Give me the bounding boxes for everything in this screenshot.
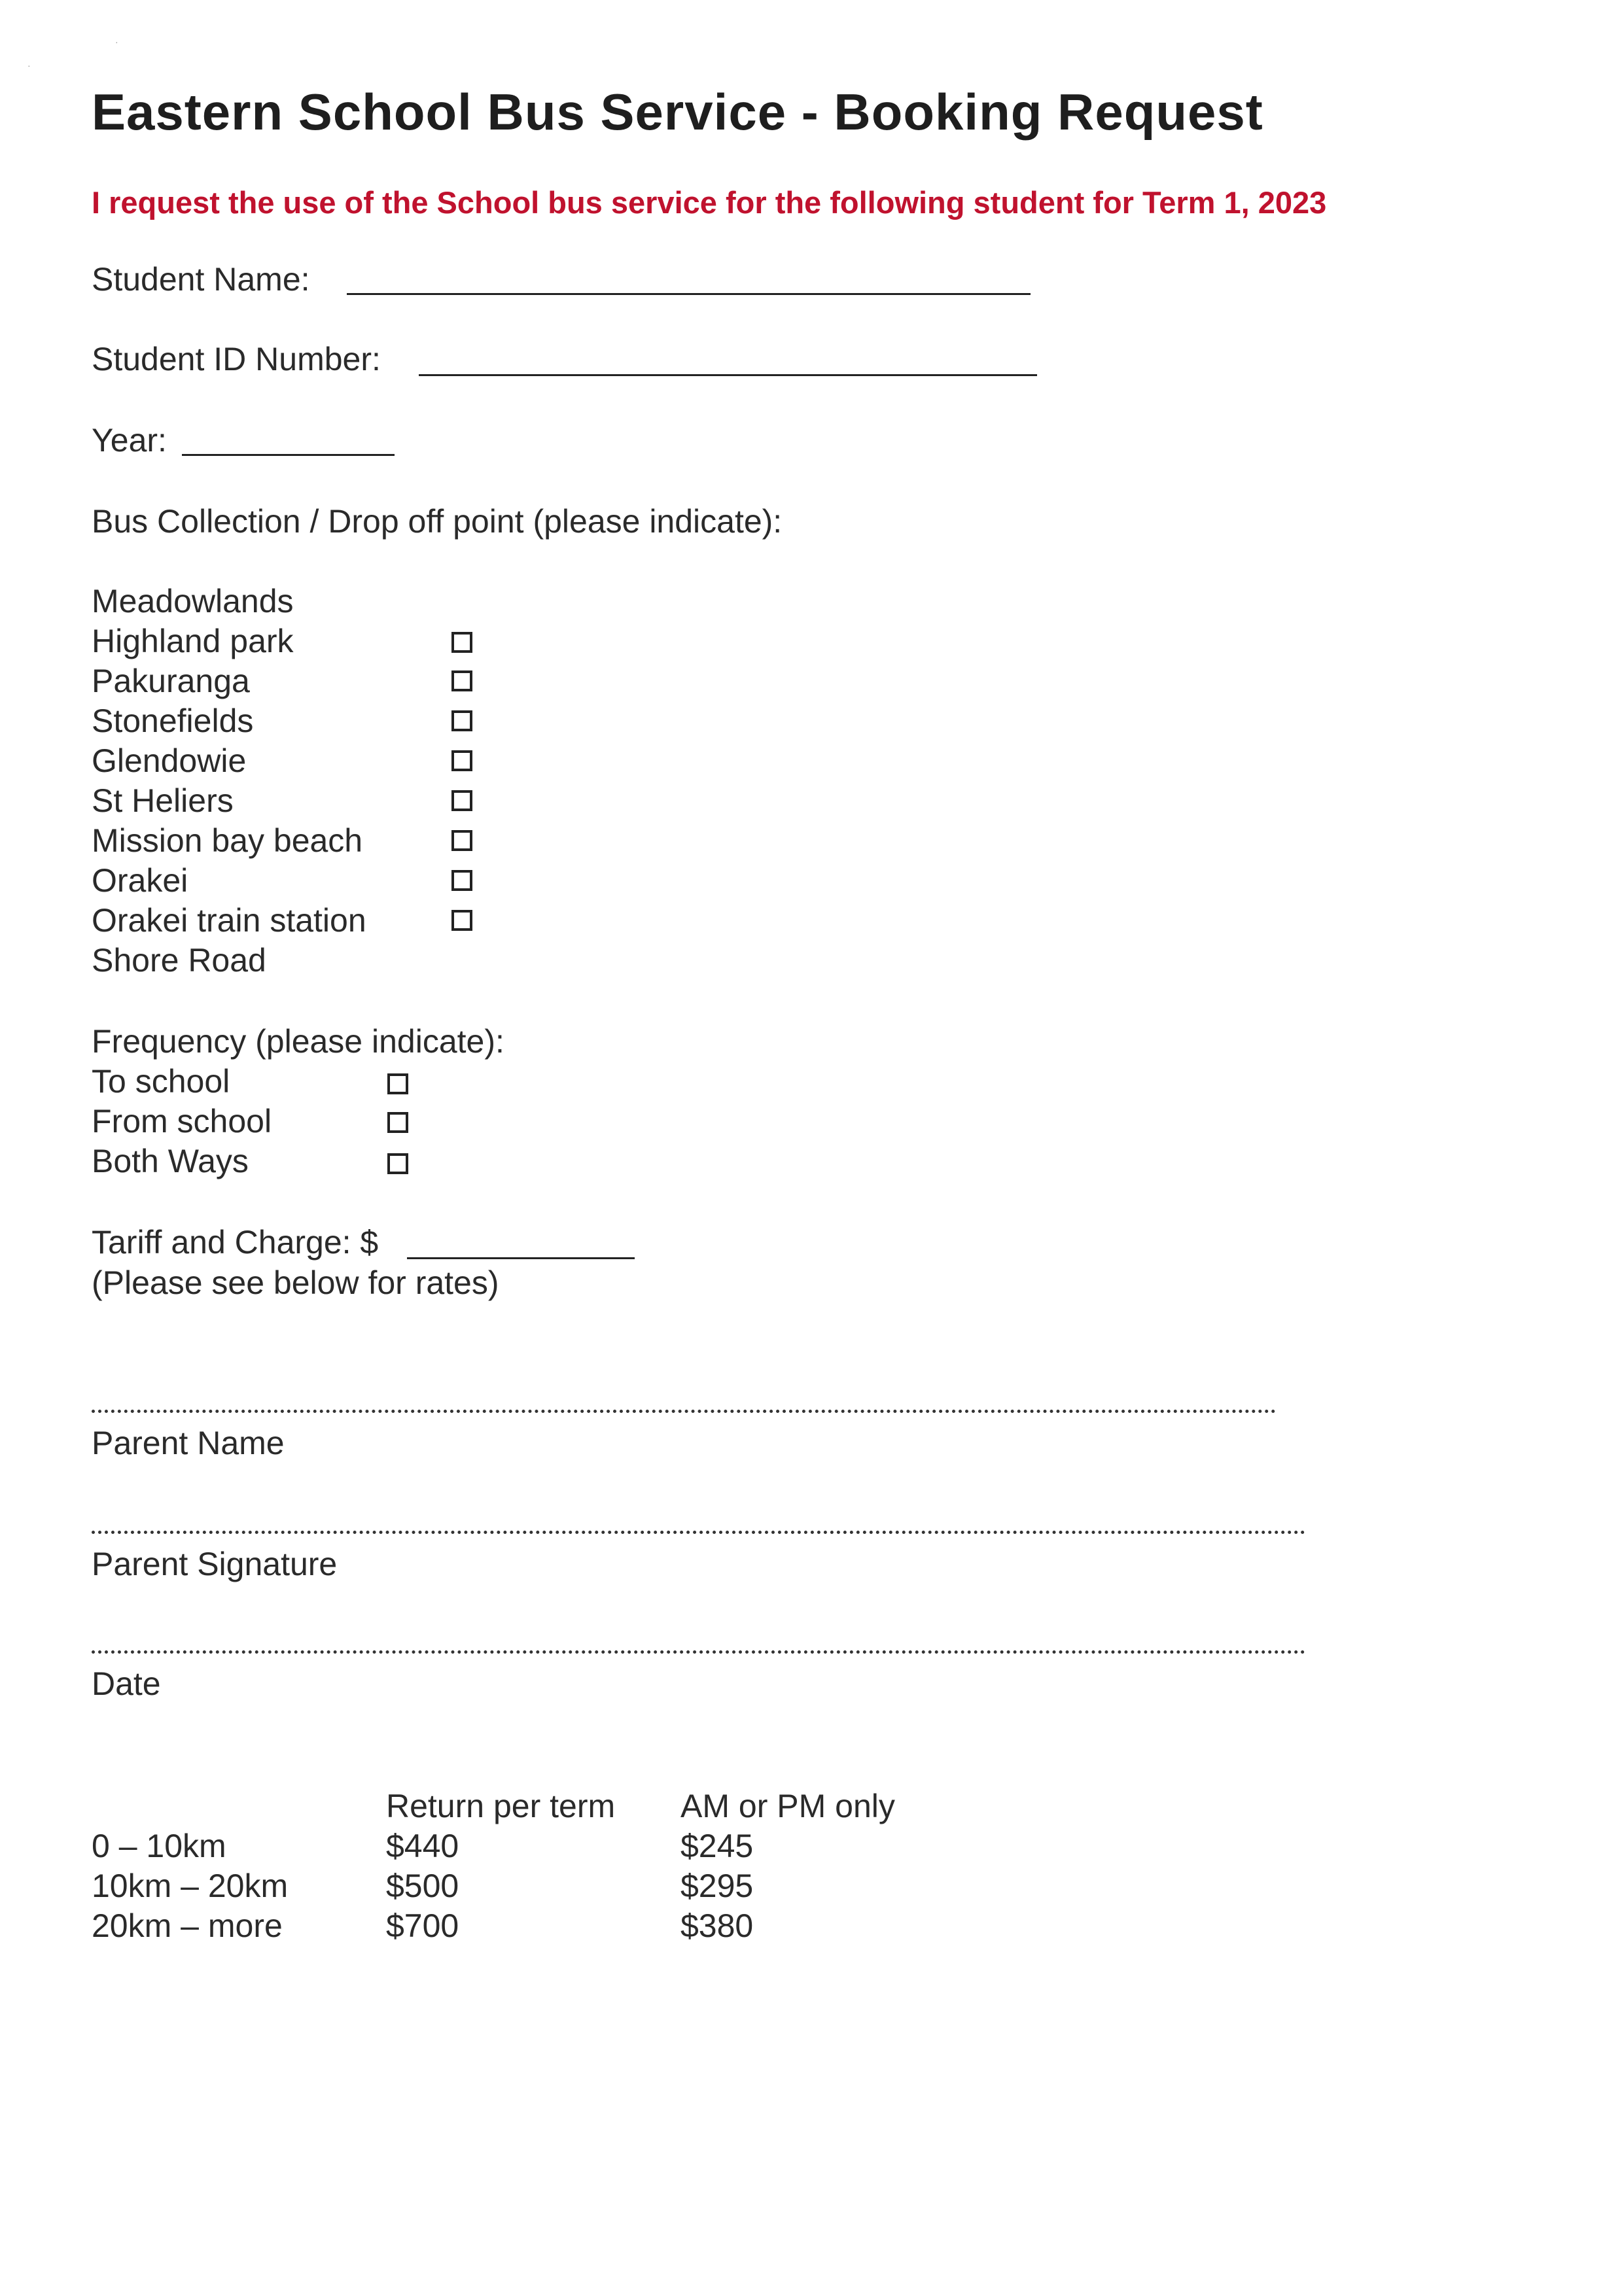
frequency-label-both-ways: Both Ways <box>92 1143 249 1179</box>
frequency-label-from-school: From school <box>92 1103 272 1139</box>
scan-speck: · <box>27 60 31 71</box>
tariff-note: (Please see below for rates) <box>92 1264 499 1301</box>
checkbox-orakei[interactable] <box>451 870 472 891</box>
rates-header-am-pm: AM or PM only <box>680 1788 895 1824</box>
rates-distance: 0 – 10km <box>92 1828 226 1864</box>
location-label-stonefields: Stonefields <box>92 703 254 739</box>
rates-return-price: $500 <box>386 1868 459 1904</box>
rates-single-price: $295 <box>680 1868 754 1904</box>
student-name-label: Student Name: <box>92 261 310 298</box>
parent-signature-label: Parent Signature <box>92 1546 338 1582</box>
collection-point-label: Bus Collection / Drop off point (please indicate): <box>92 503 783 540</box>
checkbox-stonefields[interactable] <box>451 710 472 731</box>
scan-speck: · <box>115 37 118 47</box>
location-label-highland-park: Highland park <box>92 623 294 659</box>
checkbox-pakuranga[interactable] <box>451 670 472 691</box>
checkbox-highland-park[interactable] <box>451 632 472 653</box>
location-label-st-heliers: St Heliers <box>92 782 234 819</box>
rates-return-price: $440 <box>386 1828 459 1864</box>
student-id-label: Student ID Number: <box>92 341 381 377</box>
student-name-field[interactable] <box>347 293 1031 295</box>
checkbox-both-ways[interactable] <box>387 1153 408 1174</box>
location-label-orakei-train-station: Orakei train station <box>92 902 366 939</box>
year-label: Year: <box>92 422 167 459</box>
rates-single-price: $380 <box>680 1907 754 1944</box>
frequency-label: Frequency (please indicate): <box>92 1023 504 1060</box>
date-field[interactable] <box>92 1650 1305 1654</box>
rates-distance: 20km – more <box>92 1907 283 1944</box>
rates-return-price: $700 <box>386 1907 459 1944</box>
location-label-glendowie: Glendowie <box>92 742 247 779</box>
date-label: Date <box>92 1665 161 1702</box>
checkbox-from-school[interactable] <box>387 1112 408 1133</box>
location-label-pakuranga: Pakuranga <box>92 663 250 699</box>
rates-header-return: Return per term <box>386 1788 616 1824</box>
frequency-label-to-school: To school <box>92 1063 230 1100</box>
page-title: Eastern School Bus Service - Booking Request <box>92 83 1263 141</box>
location-label-shore-road: Shore Road <box>92 942 266 979</box>
tariff-field[interactable] <box>407 1257 635 1259</box>
tariff-label: Tariff and Charge: $ <box>92 1224 379 1261</box>
year-field[interactable] <box>182 454 395 456</box>
location-label-meadowlands: Meadowlands <box>92 583 294 619</box>
location-label-mission-bay-beach: Mission bay beach <box>92 822 363 859</box>
checkbox-mission-bay-beach[interactable] <box>451 830 472 851</box>
parent-name-label: Parent Name <box>92 1425 285 1461</box>
checkbox-to-school[interactable] <box>387 1073 408 1094</box>
checkbox-st-heliers[interactable] <box>451 790 472 811</box>
student-id-field[interactable] <box>419 374 1037 376</box>
rates-distance: 10km – 20km <box>92 1868 289 1904</box>
rates-single-price: $245 <box>680 1828 754 1864</box>
parent-signature-field[interactable] <box>92 1531 1305 1534</box>
location-label-orakei: Orakei <box>92 862 188 899</box>
parent-name-field[interactable] <box>92 1410 1276 1413</box>
checkbox-orakei-train-station[interactable] <box>451 910 472 931</box>
request-statement: I request the use of the School bus service for the following student for Term 1, 2023 <box>92 185 1327 220</box>
checkbox-glendowie[interactable] <box>451 750 472 771</box>
